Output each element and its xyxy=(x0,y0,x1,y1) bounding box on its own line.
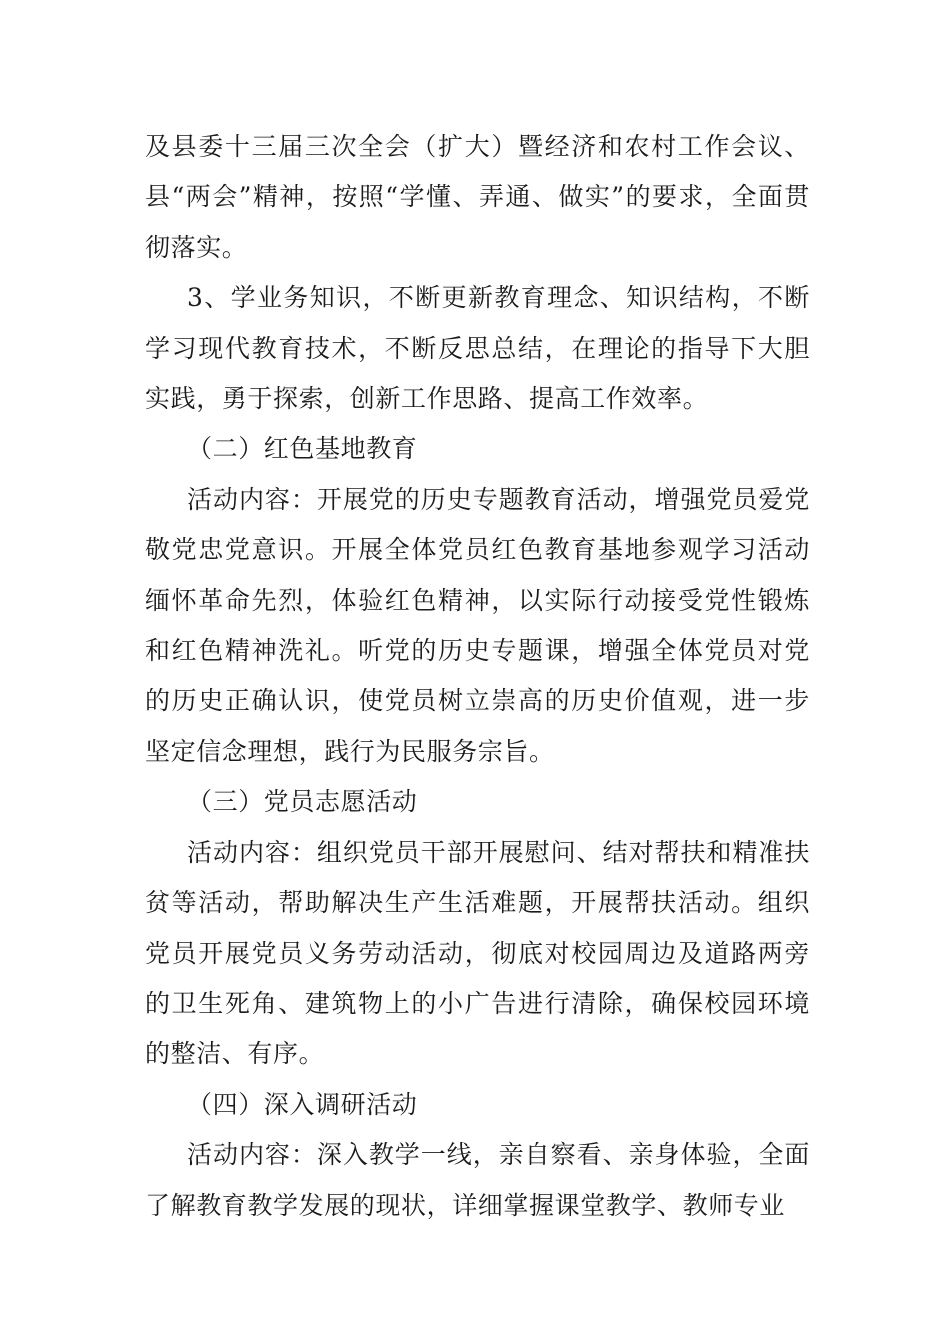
section-heading-red-base-education: （二）红色基地教育 xyxy=(187,434,418,464)
paragraph-volunteer-activity-content: 活动内容：组织党员干部开展慰问、结对帮扶和精准扶贫等活动，帮助解决生产生活难题，开展帮扶活动。组织党员开展党员义务劳动活动，彻底对校园周边及道路两旁的卫生死角、建筑物上的小广告进行清除，确保校园环境的整洁、有序。 xyxy=(145,837,810,1069)
document-body xyxy=(145,122,810,1231)
paragraph-red-base-activity-content: 活动内容：开展党的历史专题教育活动，增强党员爱党敬党忠党意识。开展全体党员红色教育基地参观学习活动缅怀革命先烈，体验红色精神，以实际行动接受党性锻炼和红色精神洗礼。听党的历史专题课，增强全体党员对党的历史正确认识，使党员树立崇高的历史价值观，进一步坚定信念理想，践行为民服务宗旨。 xyxy=(145,484,810,766)
paragraph-item-3-business-knowledge: 3、学业务知识，不断更新教育理念、知识结构，不断学习现代教育技术，不断反思总结，在理论的指导下大胆实践，勇于探索，创新工作思路、提高工作效率。 xyxy=(145,283,810,414)
section-heading-volunteer-activity: （三）党员志愿活动 xyxy=(187,787,418,817)
section-heading-research-activity: （四）深入调研活动 xyxy=(187,1089,418,1119)
paragraph-continued-study: 及县委十三届三次全会（扩大）暨经济和农村工作会议、县“两会”精神，按照“学懂、弄通、做实”的要求，全面贯彻落实。 xyxy=(145,132,810,262)
paragraph-research-activity-content: 活动内容：深入教学一线，亲自察看、亲身体验，全面了解教育教学发展的现状，详细掌握课堂教学、教师专业 xyxy=(145,1140,810,1220)
